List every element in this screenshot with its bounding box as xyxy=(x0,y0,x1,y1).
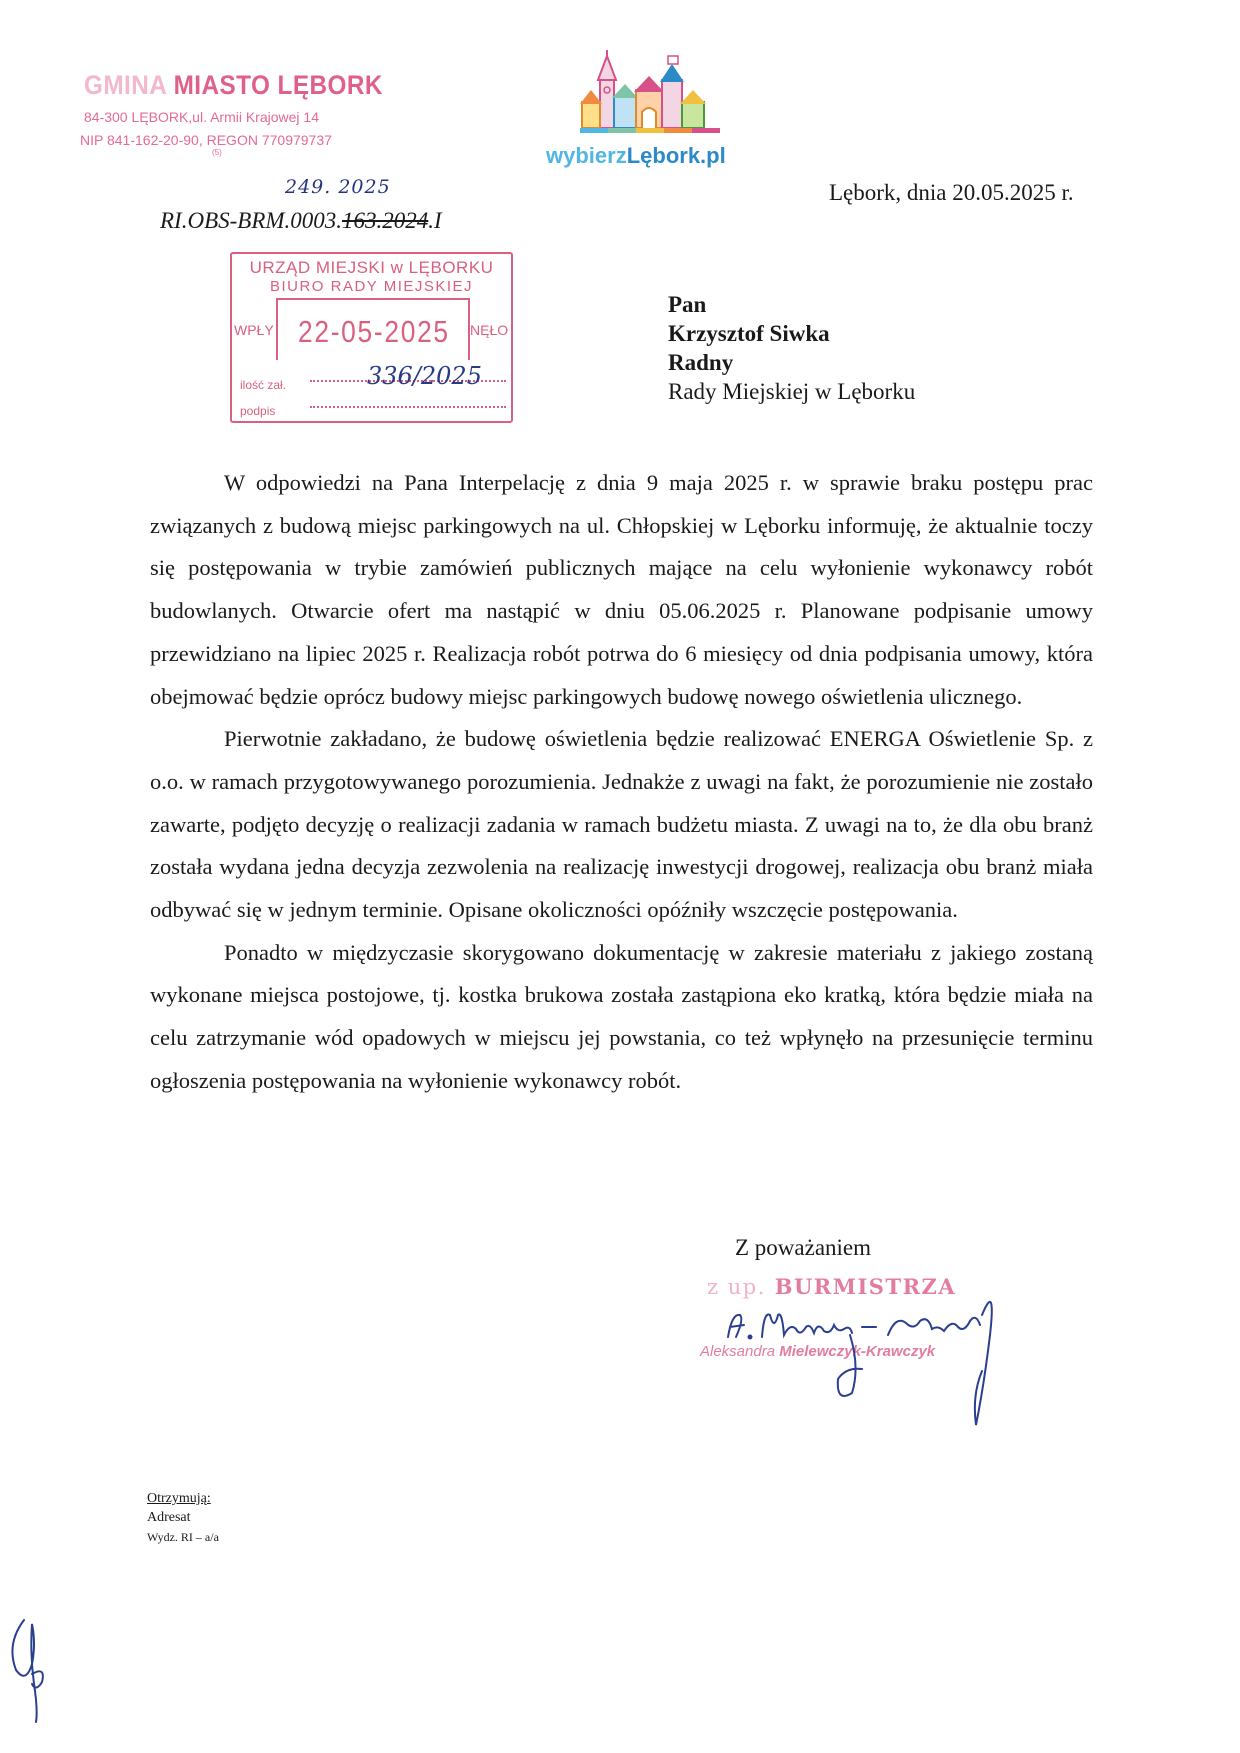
receipt-stamp-line1: URZĄD MIEJSKI w LĘBORKU xyxy=(249,258,494,277)
paraph-signature-icon xyxy=(2,1614,62,1724)
signatory-last-name: Mielewczyk-Krawczyk xyxy=(779,1343,936,1360)
receipt-stamp-handwritten-number: 336/2025 xyxy=(367,362,482,390)
receipt-stamp-signature-label: podpis xyxy=(240,404,276,418)
handwritten-signature-icon xyxy=(700,1275,1010,1435)
receipt-stamp xyxy=(230,252,513,423)
reference-number xyxy=(160,208,442,234)
closing-greeting: Z poważaniem xyxy=(735,1235,872,1260)
receipt-stamp-line2: BIURO RADY MIEJSKIEJ xyxy=(269,278,474,295)
reference-prefix: RI.OBS-BRM.0003. xyxy=(160,208,343,233)
office-nip-sub: (5) xyxy=(212,148,222,157)
body-paragraph-2: Pierwotnie zakładano, że budowę oświetlenia będzie realizować ENERGA Oświetlenie Sp. z o.o. w ramach przygotowywanego porozumienia. Jednakże z uwagi na fakt, że porozumienie nie zostało zawarte, podjęto decyzję o realizacji zadania w ramach budżetu miasta. Z uwagi na to, że dla obu branż została wydana jedna decyzja zezwolenia na realizację inwestycji drogowej, realizacja obu branż miała odbywać się w jednym terminie. Opisane okoliczności opóźniły wszczęcie postępowania. xyxy=(150,726,1093,923)
recipient-institution: Rady Miejskiej w Lęborku xyxy=(668,379,916,404)
recipient-role: Radny xyxy=(668,350,734,375)
office-address: 84-300 LĘBORK,ul. Armii Krajowej 14 xyxy=(84,109,319,125)
receipt-stamp-left-label: WPŁY xyxy=(234,322,274,338)
signature-stamp-office: BURMISTRZA xyxy=(774,1274,957,1299)
signature-stamp-prefix: z up. xyxy=(707,1275,766,1299)
logo-wordmark xyxy=(546,143,726,169)
recipient-list-item: Wydz. RI – a/a xyxy=(147,1530,219,1544)
receipt-stamp-signature-line xyxy=(310,406,506,408)
office-nip-regon: NIP 841-162-20-90, REGON 770979737 xyxy=(80,132,332,148)
body-paragraph-1: W odpowiedzi na Pana Interpelację z dnia 9 maja 2025 r. w sprawie braku postępu prac związanych z budową miejsc parkingowych na ul. Chłopskiej w Lęborku informuję, że aktualnie toczy się postępowania w trybie zamówień publicznych mające na celu wyłonienie wykonawcy robót budowlanych. Otwarcie ofert ma nastąpić w dniu 05.06.2025 r. Planowane podpisanie umowy przewidziano na lipiec 2025 r. Realizacja robót potrwa do 6 miesięcy od dnia podpisania umowy, która obejmować będzie oprócz budowy miejsc parkingowych budowę nowego oświetlenia ulicznego. xyxy=(150,470,1093,709)
recipients-header: Otrzymują: xyxy=(147,1491,211,1506)
office-name-faded: GMINA xyxy=(84,70,167,100)
signatory-first-name: Aleksandra xyxy=(700,1343,776,1360)
office-name-main: MIASTO LĘBORK xyxy=(173,70,383,100)
receipt-stamp-date: 22-05-2025 xyxy=(298,314,450,349)
letter-date: Lębork, dnia 20.05.2025 r. xyxy=(829,180,1074,205)
receipt-stamp-right-label: NĘŁO xyxy=(470,322,509,338)
recipient-list-item: Adresat xyxy=(147,1510,191,1525)
logo-wordmark-part2: Lębork.pl xyxy=(626,143,726,168)
logo-wordmark-part1: wybierz xyxy=(546,143,627,168)
town-logo-icon xyxy=(580,50,720,142)
office-name xyxy=(84,70,383,101)
letter-body xyxy=(150,462,1093,1103)
recipient-salutation: Pan xyxy=(668,292,707,317)
reference-struck: 163.2024 xyxy=(342,208,429,233)
recipient-name: Krzysztof Siwka xyxy=(668,321,830,346)
reference-suffix: .I xyxy=(428,208,442,233)
body-paragraph-3: Ponadto w międzyczasie skorygowano dokumentację w zakresie materiału z jakiego zostaną wykonane miejsca postojowe, tj. kostka brukowa została zastąpiona eko kratką, która będzie miała na celu zatrzymanie wód opadowych w miejscu jej powstania, co też wpłynęło na przesunięcie terminu ogłoszenia postępowania na wyłonienie wykonawcy robót. xyxy=(150,939,1093,1093)
handwritten-case-number: 249. 2025 xyxy=(285,176,391,198)
receipt-stamp-attachments-label: ilość zał. xyxy=(240,378,287,392)
